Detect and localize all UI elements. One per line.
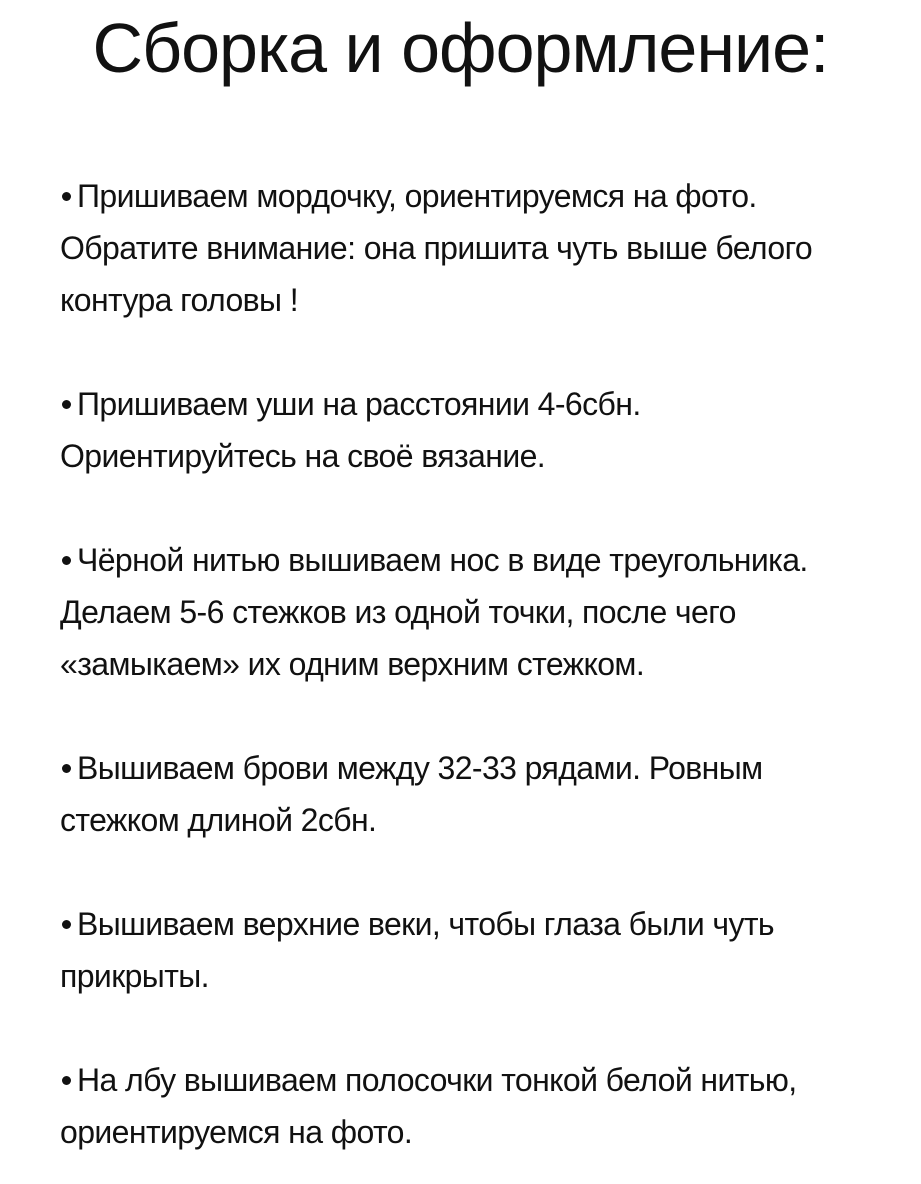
bullet-icon	[62, 920, 71, 929]
list-item	[60, 170, 880, 326]
bullet-icon	[62, 556, 71, 565]
bullet-icon	[62, 400, 71, 409]
list-item	[60, 378, 880, 482]
item-text: Пришиваем уши на расстоянии 4-6сбн. Ориентируйтесь на своё вязание.	[60, 386, 641, 474]
item-text: На лбу вышиваем полосочки тонкой белой нитью, ориентируемся на фото.	[60, 1062, 797, 1150]
instruction-list	[60, 170, 880, 1158]
list-item	[60, 742, 880, 846]
item-text: Вышиваем верхние веки, чтобы глаза были чуть прикрыты.	[60, 906, 775, 994]
bullet-icon	[62, 764, 71, 773]
bullet-icon	[62, 1076, 71, 1085]
item-text: Вышиваем брови между 32-33 рядами. Ровным стежком длиной 2сбн.	[60, 750, 763, 838]
item-text: Пришиваем мордочку, ориентируемся на фото. Обратите внимание: она пришита чуть выше белого контура головы !	[60, 178, 813, 318]
bullet-icon	[62, 192, 71, 201]
list-item	[60, 1054, 880, 1158]
item-text: Чёрной нитью вышиваем нос в виде треугольника. Делаем 5-6 стежков из одной точки, после чего «замыкаем» их одним верхним стежком.	[60, 542, 808, 682]
list-item	[60, 534, 880, 690]
page-title: Сборка и оформление:	[92, 9, 829, 87]
list-item	[60, 898, 880, 1002]
